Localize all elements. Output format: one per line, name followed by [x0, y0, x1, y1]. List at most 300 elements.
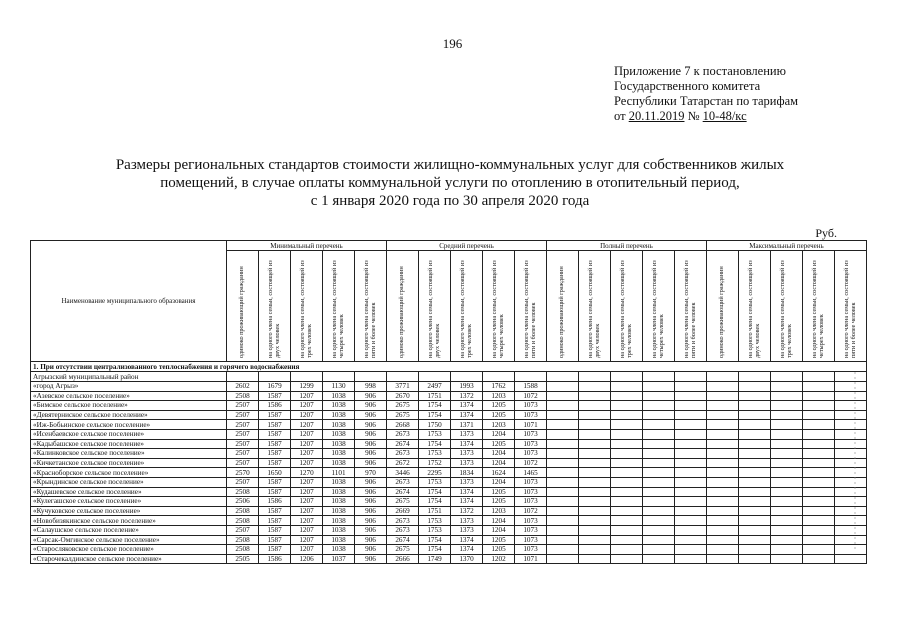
empty-cell	[739, 401, 771, 411]
empty-cell	[771, 545, 803, 555]
value-cell: 906	[355, 554, 387, 564]
empty-cell	[835, 477, 867, 487]
empty-cell	[579, 506, 611, 516]
appendix-date: 20.11.2019	[628, 109, 685, 123]
empty-cell	[547, 535, 579, 545]
empty-cell	[675, 449, 707, 459]
empty-cell	[803, 458, 835, 468]
empty-cell	[803, 382, 835, 392]
empty-cell	[707, 391, 739, 401]
value-cell: 2673	[387, 477, 419, 487]
subheader-label: на одного члена семьи, состоящей из трех человек	[458, 260, 473, 358]
empty-cell	[707, 382, 739, 392]
empty-cell	[579, 439, 611, 449]
value-cell: 2672	[387, 458, 419, 468]
empty-cell	[803, 449, 835, 459]
district-heading: Агрызский муниципальный район	[31, 372, 227, 382]
value-cell: 1203	[483, 391, 515, 401]
value-cell: 1752	[419, 458, 451, 468]
value-cell: 1374	[451, 535, 483, 545]
value-cell: 1754	[419, 401, 451, 411]
value-cell: 906	[355, 497, 387, 507]
empty-cell	[579, 410, 611, 420]
value-cell: 1205	[483, 497, 515, 507]
value-cell: 1373	[451, 458, 483, 468]
value-cell: 2508	[227, 535, 259, 545]
settlement-name: «Сарсак-Омгинское сельское поселение»	[31, 535, 227, 545]
empty-cell	[707, 449, 739, 459]
value-cell: 1073	[515, 410, 547, 420]
title-line: с 1 января 2020 года по 30 апреля 2020 года	[310, 193, 590, 209]
value-cell: 1038	[323, 487, 355, 497]
value-cell: 2668	[387, 420, 419, 430]
empty-cell	[771, 554, 803, 564]
table-row	[31, 506, 867, 516]
empty-cell	[803, 497, 835, 507]
value-cell: 1206	[291, 554, 323, 564]
value-cell: 2508	[227, 516, 259, 526]
empty-cell	[803, 506, 835, 516]
value-cell: 1753	[419, 516, 451, 526]
value-cell: 1202	[483, 554, 515, 564]
value-cell: 906	[355, 545, 387, 555]
value-cell: 1299	[291, 382, 323, 392]
value-cell: 1834	[451, 468, 483, 478]
value-cell: 1205	[483, 410, 515, 420]
value-cell: 1624	[483, 468, 515, 478]
empty-cell	[803, 525, 835, 535]
value-cell: 2508	[227, 487, 259, 497]
value-cell: 1073	[515, 516, 547, 526]
empty-cell	[835, 525, 867, 535]
empty-cell	[803, 545, 835, 555]
value-cell: 1374	[451, 487, 483, 497]
empty-cell	[707, 420, 739, 430]
empty-cell	[771, 516, 803, 526]
table-row	[31, 429, 867, 439]
subheader-cell	[611, 251, 643, 362]
value-cell: 2507	[227, 458, 259, 468]
empty-cell	[803, 516, 835, 526]
empty-cell	[739, 477, 771, 487]
settlement-name: «Бимское сельское поселение»	[31, 401, 227, 411]
empty-cell	[611, 449, 643, 459]
value-cell: 2675	[387, 401, 419, 411]
value-cell: 1374	[451, 439, 483, 449]
value-cell: 906	[355, 410, 387, 420]
empty-cell	[739, 535, 771, 545]
table-row	[31, 401, 867, 411]
empty-cell	[547, 410, 579, 420]
value-cell: 998	[355, 382, 387, 392]
settlement-name: «Кичкетанское сельское поселение»	[31, 458, 227, 468]
value-cell: 906	[355, 506, 387, 516]
value-cell: 1373	[451, 516, 483, 526]
subheader-cell	[259, 251, 291, 362]
value-cell: 2673	[387, 525, 419, 535]
value-cell: 906	[355, 391, 387, 401]
value-cell: 1038	[323, 391, 355, 401]
empty-cell	[675, 458, 707, 468]
value-cell: 1587	[259, 420, 291, 430]
empty-cell	[611, 487, 643, 497]
value-cell: 2508	[227, 545, 259, 555]
value-cell: 1753	[419, 449, 451, 459]
value-cell: 1370	[451, 554, 483, 564]
subheader-label: на одного члена семьи, состоящей из пяти и более человек	[362, 260, 377, 358]
value-cell: 1754	[419, 487, 451, 497]
empty-cell	[675, 477, 707, 487]
empty-cell	[547, 429, 579, 439]
empty-cell	[739, 391, 771, 401]
subheader-label: на одного члена семьи, состоящей из четырех человек	[650, 260, 665, 358]
empty-cell	[643, 420, 675, 430]
empty-cell	[675, 497, 707, 507]
empty-cell	[547, 449, 579, 459]
empty-cell	[675, 391, 707, 401]
value-cell: 1587	[259, 410, 291, 420]
value-cell: 1679	[259, 382, 291, 392]
empty-cell	[803, 401, 835, 411]
value-cell: 2506	[227, 497, 259, 507]
empty-cell	[643, 506, 675, 516]
value-cell: 1207	[291, 506, 323, 516]
settlement-name: «Исенбаевское сельское поселение»	[31, 429, 227, 439]
value-cell: 906	[355, 449, 387, 459]
empty-cell	[771, 458, 803, 468]
value-cell: 1073	[515, 477, 547, 487]
empty-cell	[611, 554, 643, 564]
empty-cell	[547, 439, 579, 449]
empty-cell	[579, 535, 611, 545]
empty-cell	[707, 497, 739, 507]
empty-cell	[675, 525, 707, 535]
subheader-label: одиноко проживающий гражданин	[238, 266, 246, 358]
empty-cell	[547, 382, 579, 392]
empty-cell	[547, 506, 579, 516]
subheader-cell	[803, 251, 835, 362]
table-row	[31, 497, 867, 507]
subheader-label: одиноко проживающий гражданин	[398, 266, 406, 358]
empty-cell	[675, 382, 707, 392]
empty-cell	[611, 468, 643, 478]
value-cell: 1754	[419, 439, 451, 449]
value-cell: 1372	[451, 391, 483, 401]
empty-cell	[835, 449, 867, 459]
empty-cell	[835, 410, 867, 420]
empty-cell	[835, 535, 867, 545]
subheader-label: на одного члена семьи, состоящей из трех человек	[618, 260, 633, 358]
value-cell: 1587	[259, 487, 291, 497]
empty-cell	[643, 487, 675, 497]
value-cell: 1038	[323, 497, 355, 507]
empty-cell	[771, 401, 803, 411]
value-cell: 2507	[227, 525, 259, 535]
group-header: Полный перечень	[547, 241, 707, 251]
empty-cell	[771, 382, 803, 392]
empty-cell	[227, 372, 259, 382]
subheader-cell	[739, 251, 771, 362]
empty-cell	[803, 439, 835, 449]
value-cell: 1993	[451, 382, 483, 392]
empty-cell	[771, 535, 803, 545]
value-cell: 1073	[515, 449, 547, 459]
table-row	[31, 545, 867, 555]
empty-cell	[803, 535, 835, 545]
settlement-name: «Азевское сельское поселение»	[31, 391, 227, 401]
table-row	[31, 554, 867, 564]
empty-cell	[675, 535, 707, 545]
empty-cell	[579, 429, 611, 439]
empty-cell	[835, 497, 867, 507]
empty-cell	[547, 391, 579, 401]
table-row	[31, 410, 867, 420]
value-cell: 906	[355, 439, 387, 449]
empty-cell	[579, 458, 611, 468]
empty-cell	[483, 372, 515, 382]
value-cell: 2507	[227, 401, 259, 411]
value-cell: 1754	[419, 545, 451, 555]
value-cell: 1587	[259, 516, 291, 526]
subheader-label: на одного члена семьи, состоящей из пяти и более человек	[522, 260, 537, 358]
empty-cell	[771, 439, 803, 449]
subheader-cell	[771, 251, 803, 362]
subheader-label: на одного члена семьи, состоящей из двух человек	[746, 260, 761, 358]
empty-cell	[739, 382, 771, 392]
value-cell: 2673	[387, 429, 419, 439]
empty-cell	[675, 516, 707, 526]
subheader-cell	[707, 251, 739, 362]
value-cell: 1587	[259, 429, 291, 439]
empty-cell	[803, 468, 835, 478]
subheader-cell	[227, 251, 259, 362]
value-cell: 1204	[483, 525, 515, 535]
value-cell: 1073	[515, 429, 547, 439]
value-cell: 1587	[259, 391, 291, 401]
empty-cell	[771, 429, 803, 439]
value-cell: 1751	[419, 391, 451, 401]
empty-cell	[675, 420, 707, 430]
empty-cell	[547, 468, 579, 478]
empty-cell	[643, 410, 675, 420]
value-cell: 2570	[227, 468, 259, 478]
value-cell: 1073	[515, 525, 547, 535]
value-cell: 1207	[291, 477, 323, 487]
value-cell: 906	[355, 516, 387, 526]
empty-cell	[739, 429, 771, 439]
value-cell: 2507	[227, 429, 259, 439]
subheader-label: на одного члена семьи, состоящей из четырех человек	[330, 260, 345, 358]
settlement-name: «Кадыбашское сельское поселение»	[31, 439, 227, 449]
empty-cell	[707, 372, 739, 382]
empty-cell	[643, 554, 675, 564]
value-cell: 1204	[483, 477, 515, 487]
empty-cell	[675, 372, 707, 382]
empty-cell	[739, 516, 771, 526]
value-cell: 1205	[483, 487, 515, 497]
value-cell: 1587	[259, 506, 291, 516]
value-cell: 1749	[419, 554, 451, 564]
value-cell: 1373	[451, 429, 483, 439]
empty-cell	[291, 372, 323, 382]
value-cell: 1207	[291, 497, 323, 507]
value-cell: 1038	[323, 506, 355, 516]
value-cell: 1587	[259, 458, 291, 468]
value-cell: 1373	[451, 449, 483, 459]
empty-cell	[355, 372, 387, 382]
empty-cell	[451, 372, 483, 382]
appendix-line	[614, 109, 798, 124]
empty-cell	[771, 525, 803, 535]
empty-cell	[707, 439, 739, 449]
value-cell: 1754	[419, 410, 451, 420]
value-cell: 1587	[259, 535, 291, 545]
title-line: помещений, в случае оплаты коммунальной услуги по отоплению в отопительный период,	[160, 175, 740, 191]
group-header: Средний перечень	[387, 241, 547, 251]
value-cell: 2507	[227, 420, 259, 430]
value-cell: 1207	[291, 545, 323, 555]
value-cell: 906	[355, 458, 387, 468]
value-cell: 1586	[259, 554, 291, 564]
value-cell: 1650	[259, 468, 291, 478]
empty-cell	[579, 382, 611, 392]
empty-cell	[419, 372, 451, 382]
empty-cell	[707, 516, 739, 526]
value-cell: 1754	[419, 497, 451, 507]
value-cell: 906	[355, 429, 387, 439]
value-cell: 1203	[483, 420, 515, 430]
empty-cell	[579, 525, 611, 535]
value-cell: 906	[355, 477, 387, 487]
value-cell: 1207	[291, 439, 323, 449]
value-cell: 1130	[323, 382, 355, 392]
empty-cell	[579, 420, 611, 430]
value-cell: 1207	[291, 449, 323, 459]
table-row	[31, 420, 867, 430]
empty-cell	[675, 401, 707, 411]
appendix-line: Приложение 7 к постановлению	[614, 64, 786, 78]
value-cell: 1753	[419, 429, 451, 439]
empty-cell	[707, 525, 739, 535]
empty-cell	[611, 506, 643, 516]
value-cell: 1073	[515, 497, 547, 507]
subheader-cell	[547, 251, 579, 362]
value-cell: 1205	[483, 439, 515, 449]
empty-cell	[547, 477, 579, 487]
value-cell: 1073	[515, 439, 547, 449]
subheader-label: на одного члена семьи, состоящей из двух человек	[586, 260, 601, 358]
subheader-label: на одного члена семьи, состоящей из трех человек	[778, 260, 793, 358]
value-cell: 2508	[227, 391, 259, 401]
value-cell: 2675	[387, 410, 419, 420]
subheader-label: на одного члена семьи, состоящей из пяти и более человек	[682, 260, 697, 358]
value-cell: 906	[355, 535, 387, 545]
value-cell: 1207	[291, 458, 323, 468]
empty-cell	[547, 372, 579, 382]
empty-cell	[579, 554, 611, 564]
value-cell: 2673	[387, 516, 419, 526]
empty-cell	[643, 458, 675, 468]
empty-cell	[579, 468, 611, 478]
empty-cell	[803, 554, 835, 564]
value-cell: 1037	[323, 554, 355, 564]
empty-cell	[579, 516, 611, 526]
section-heading: 1. При отсутствии централизованного теплоснабжения и горячего водоснабжения	[31, 362, 867, 372]
empty-cell	[579, 477, 611, 487]
binding-mark	[852, 372, 858, 552]
empty-cell	[547, 401, 579, 411]
settlement-name: «Старосляковское сельское поселение»	[31, 545, 227, 555]
subheader-cell	[387, 251, 419, 362]
value-cell: 1072	[515, 506, 547, 516]
settlement-name: «Новобизякинское сельское поселение»	[31, 516, 227, 526]
empty-cell	[707, 535, 739, 545]
empty-cell	[579, 497, 611, 507]
value-cell: 2508	[227, 506, 259, 516]
empty-cell	[771, 477, 803, 487]
empty-cell	[739, 410, 771, 420]
empty-cell	[675, 468, 707, 478]
empty-cell	[611, 458, 643, 468]
empty-cell	[771, 420, 803, 430]
empty-cell	[771, 497, 803, 507]
subheader-label: на одного члена семьи, состоящей из четырех человек	[810, 260, 825, 358]
empty-cell	[675, 545, 707, 555]
empty-cell	[579, 487, 611, 497]
empty-cell	[835, 382, 867, 392]
empty-cell	[707, 401, 739, 411]
value-cell: 2505	[227, 554, 259, 564]
name-column-header: Наименование муниципального образования	[31, 241, 227, 362]
value-cell: 1207	[291, 535, 323, 545]
value-cell: 1073	[515, 487, 547, 497]
empty-cell	[643, 516, 675, 526]
settlement-name: «Кучуковское сельское поселение»	[31, 506, 227, 516]
empty-cell	[579, 449, 611, 459]
value-cell: 1587	[259, 439, 291, 449]
empty-cell	[835, 545, 867, 555]
group-header: Минимальный перечень	[227, 241, 387, 251]
value-cell: 906	[355, 487, 387, 497]
empty-cell	[547, 497, 579, 507]
page-number: 196	[442, 36, 463, 51]
value-cell: 1203	[483, 506, 515, 516]
empty-cell	[739, 468, 771, 478]
value-cell: 1038	[323, 449, 355, 459]
table-row	[31, 477, 867, 487]
value-cell: 906	[355, 420, 387, 430]
empty-cell	[707, 554, 739, 564]
empty-cell	[675, 506, 707, 516]
empty-cell	[547, 525, 579, 535]
value-cell: 1073	[515, 535, 547, 545]
settlement-name: «Крындинское сельское поселение»	[31, 477, 227, 487]
value-cell: 1753	[419, 477, 451, 487]
value-cell: 2674	[387, 487, 419, 497]
value-cell: 906	[355, 401, 387, 411]
empty-cell	[611, 420, 643, 430]
empty-cell	[835, 516, 867, 526]
empty-cell	[643, 401, 675, 411]
value-cell: 1586	[259, 401, 291, 411]
empty-cell	[547, 554, 579, 564]
subheader-cell	[291, 251, 323, 362]
value-cell: 906	[355, 525, 387, 535]
settlement-name: «Калинковское сельское поселение»	[31, 449, 227, 459]
settlement-name: «Иж-Бобьинское сельское поселение»	[31, 420, 227, 430]
appendix-note	[614, 64, 798, 124]
empty-cell	[707, 487, 739, 497]
